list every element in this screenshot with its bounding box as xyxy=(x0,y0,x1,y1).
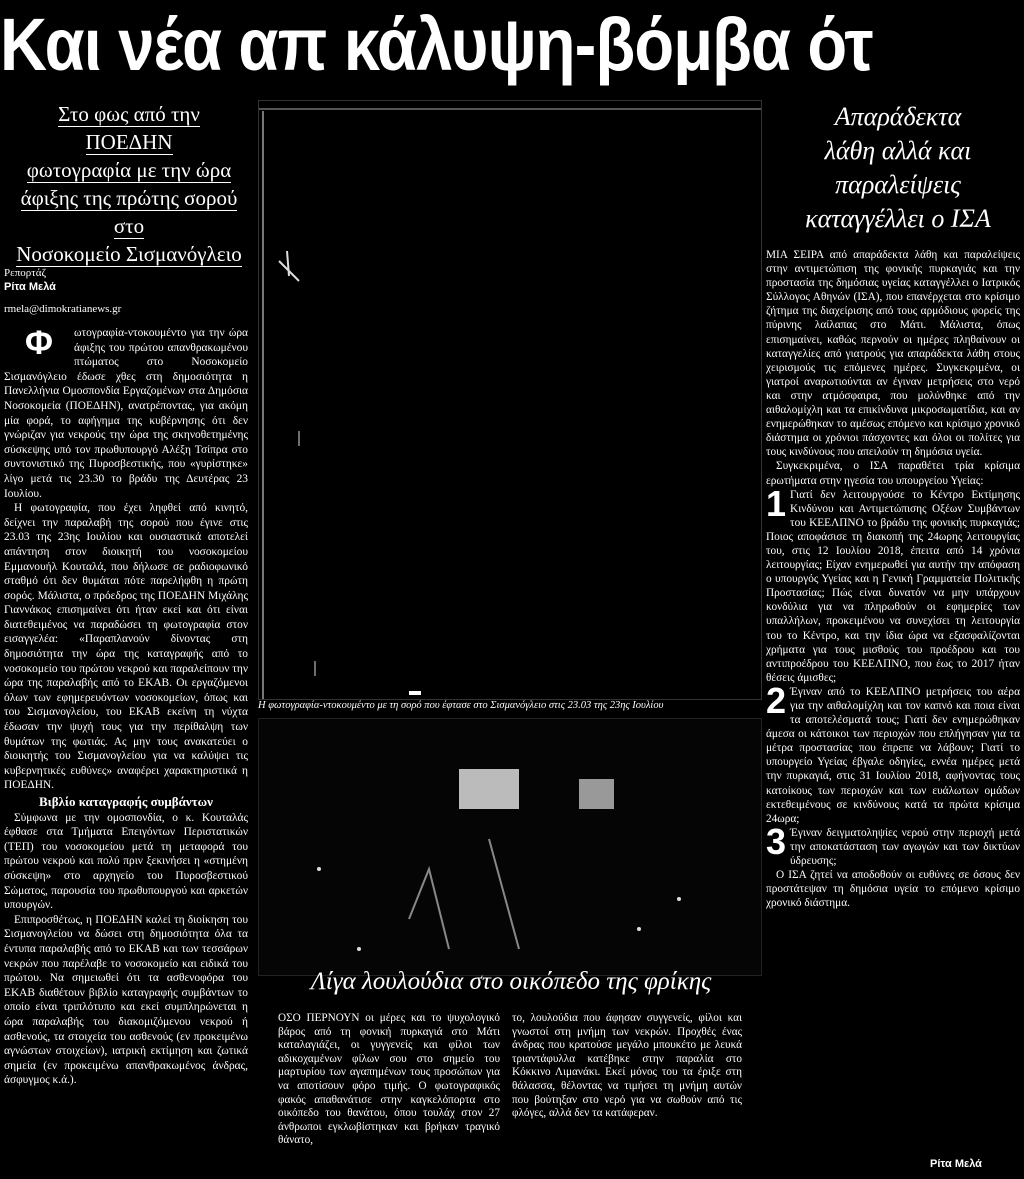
lede-line: άφιξης της πρώτης σορού στο xyxy=(20,186,238,238)
paragraph: ωτογραφία-ντοκουμέντο για την ώρα άφιξης του πρώτου απανθρακωμένου πτώματος στο Νοσοκομείο Σισμανόγλειο έδωσε χθες στη δημοσιότητα η Πανελλήνια Ομοσπονδία Εργαζομένων στα Δημόσια Νοσοκομεία (ΠΟΕΔΗΝ), ανατρέποντας, για ακόμη μία φορά, το αφήγημα της κυβέρνησης ότι δεν γνώριζαν για νεκρούς την ώρα της σκηνοθετημένης σύσκεψης υπό τον πρωθυπουργό Αλέξη Τσίπρα στο συντονιστικό της Πυροσβεστικής, που «γυρίστηκε» λίγο μετά τις 23.30 το βράδυ της Δευτέρας 23 Ιουλίου. xyxy=(4,327,248,500)
bottom-column-2: το, λουλούδια που άφησαν συγγενείς, φίλοι και γνωστοί στη μνήμη των νεκρών. Προχθές ένας άνδρας που κρατούσε μεγάλο μπουκέτο με λευκά τριαντάφυλλα κατέβηκε στην παραλία στο Κόκκινο Λιμανάκι. Εκεί μόνος του τα έριξε στη θάλασσα, θέλοντας να τιμήσει τη μνήμη αυτών που βούτηξαν στο νερό για να σωθούν από τις φλόγες, αλλά δεν τα κατάφεραν. xyxy=(512,1012,742,1120)
byline-label: Ρεπορτάζ xyxy=(4,267,47,279)
lede-line: Στο φως από την ΠΟΕΔΗΝ xyxy=(58,102,200,154)
sidebar-headline-line: καταγγέλλει ο ΙΣΑ xyxy=(805,204,991,233)
lede-line: Νοσοκομείο Σισμανόγλειο xyxy=(16,242,242,266)
paragraph: Ο ΙΣΑ ζητεί να αποδοθούν οι ευθύνες σε όσους δεν προστάτεψαν τη δημόσια υγεία το επόμενο κρίσιμο χρονικό διάστημα. xyxy=(766,869,1020,910)
question: Έγιναν δειγματοληψίες νερού στην περιοχή μετά την αποκατάσταση των αγωγών και των δικτύων ύδρευσης; xyxy=(790,826,1020,868)
paragraph: ΜΙΑ ΣΕΙΡΑ από απαράδεκτα λάθη και παραλείψεις στην αντιμετώπιση της φονικής πυρκαγιάς και την προστασία της δημόσιας υγείας καταγγέλλει ο Ιατρικός Σύλλογος Αθηνών (ΙΣΑ), που επανέρχεται στο κρίσιμο ζήτημα της διαχείρισης από τους αρμόδιους φορείς της πύρινης λαίλαπας στο Μάτι. Μάλιστα, όπως επισημαίνει, καθώς περνούν οι ημέρες πληθαίνουν οι καταγγελίες από γιατρούς για απαράδεκτα λάθη στους χειρισμούς τις επόμενες ημέρες. Συγκεκριμένα, οι γιατροί αναρωτιούνται αν έγιναν μετρήσεις στο νερό και στην ατμόσφαιρα, που μολύνθηκε από την αιθαλομίχλη και τα επικίνδυνα μικροσωματίδια, και αν ενημερώθηκαν το αμέσως επόμενο και κρίσιμο χρονικό διάστημα οι χρόνιοι πάσχοντες και όλοι οι πολίτες για τους κινδύνους που απειλούν τη δημόσια υγεία. xyxy=(766,249,1020,459)
lede xyxy=(16,100,242,268)
paragraph: Επιπροσθέτως, η ΠΟΕΔΗΝ καλεί τη διοίκηση του Σισμανογλείου να δώσει στη δημοσιότητα όλα τα έντυπα παραλαβής από το ΕΚΑΒ και των τεσσάρων νεκρών που παρέλαβε το νοσοκομείο και ειδικά του πρώτου. Να σημειωθεί ότι τα ασθενοφόρα του ΕΚΑΒ διαθέτουν βιβλίο καταγραφής συμβάντων το οποίο είναι τριπλότυπο και εκεί συμπληρώνεται η ώρα παραλαβής του διακομιζόμενου νεκρού ή ασθενούς, τα στοιχεία του ασθενούς (εν προκειμένω αγνώστων στοιχείων), ιατρική εκτίμηση και ζωτικά σημεία (εν προκειμένω απανθρακωμένος άνδρας, άσφυγμος κ.ά.). xyxy=(4,913,248,1087)
lede-line: φωτογραφία με την ώρα xyxy=(26,158,232,182)
sidebar-column xyxy=(766,248,1020,910)
photo-flowers-headline: Λίγα λουλούδια στο οικόπεδο της φρίκης xyxy=(310,968,712,995)
sidebar-headline-line: Απαράδεκτα xyxy=(834,102,962,131)
sidebar-signature: Ρίτα Μελά xyxy=(930,1158,982,1170)
sidebar-headline-line: λάθη αλλά και xyxy=(824,136,972,165)
headline: Και νέα απ κάλυψη-βόμβα ότ xyxy=(0,3,873,86)
question: Έγιναν από το ΚΕΕΛΠΝΟ μετρήσεις του αέρα για την αιθαλομίχλη και τον καπνό και ποια είναι τα αποτελέσματά τους; Γιατί δεν ενημερώθηκαν άμεσα οι κάτοικοι των περιοχών που επλήγησαν για τα μέτρα προστασίας που έπρεπε να λάβουν; Γιατί το υπουργείο Υγείας έβγαλε οδηγίες, εννέα ημέρες μετά την πυρκαγιά, στις 31 Ιουλίου 2018, αφήνοντας τους κατοίκους των περιοχών και των ευάλωτων ομάδων εκτεθειμένους σε κινδύνους κατά τα πρώτα κρίσιμα 24ωρα; xyxy=(766,685,1020,825)
left-column xyxy=(4,326,248,1088)
question: Γιατί δεν λειτουργούσε το Κέντρο Εκτίμησης Κινδύνου και Αντιμετώπισης Οξέων Συμβάντων του ΚΕΕΛΠΝΟ το βράδυ της φονικής πυρκαγιάς; Ποιος αποφάσισε τη διακοπή της 24ωρης λειτουργίας του, στις 12 Ιουλίου 2018, έπειτα από 14 χρόνια λειτουργίας; Είχαν ενημερωθεί για αυτήν την απόφαση ο υπουργός Υγείας και η Γενική Γραμματεία Πολιτικής Προστασίας; Πώς είναι δυνατόν να μην υπάρχουν κονδύλια για να πληρωθούν οι εφημερίες των υπαλλήλων, προκειμένου να συνεχίσει τη λειτουργία του το Κέντρο, και την ίδια ώρα να εξασφαλίζονται χρήματα για τους μισθούς του προέδρου και του αντιπροέδρου του ΚΕΕΛΠΝΟ, που έως το 2017 ήταν θέσεις άμισθες; xyxy=(766,488,1020,684)
question-number: 1 xyxy=(766,482,787,524)
photo-flowers xyxy=(258,718,762,976)
paragraph: Συγκεκριμένα, ο ΙΣΑ παραθέτει τρία κρίσιμα ερωτήματα στην ηγεσία του υπουργείου Υγείας: xyxy=(766,460,1020,487)
byline-author: Ρίτα Μελά xyxy=(4,281,56,293)
byline-email[interactable]: rmela@dimokratianews.gr xyxy=(4,303,122,315)
photo-main-caption: Η φωτογραφία-ντοκουμέντο με τη σορό που έφτασε στο Σισμανόγλειο στις 23.03 της 23ης Ιουλίου xyxy=(258,700,664,711)
dropcap: Φ xyxy=(25,324,53,362)
subhead: Βιβλίο καταγραφής συμβάντων xyxy=(39,794,213,809)
paragraph: Η φωτογραφία, που έχει ληφθεί από κινητό, δείχνει την παραλαβή της σορού που έγινε στις 23.03 της 23ης Ιουλίου και ουσιαστικά αποτελεί απάντηση στον διοικητή του νοσοκομείου Εμμανουήλ Κουταλά, που δήλωσε σε ραδιοφωνικό σταθμό ότι δεν θυμάται πότε παρελήφθη η πρώτη σορός. Μάλιστα, ο πρόεδρος της ΠΟΕΔΗΝ Μιχάλης Γιαννάκος επισημαίνει ότι ήταν εκεί και ότι είναι διατεθειμένος να παραδώσει τη φωτογραφία στον εισαγγελέα: «Παραπλανούν δίνοντας στη δημοσιότητα την ώρα της καταγραφής από το νοσοκομείο του πρώτου νεκρού και παραλείπουν την ώρα της παραλαβής από το ΕΚΑΒ. Οι εργαζόμενοι όλων των εφημερευόντων νοσοκομείων, όπως και του Σισμανογλείου, του ΕΚΑΒ εκείνη τη νύχτα έδωσαν την ψυχή τους για την περίθαλψη των θυμάτων της φωτιάς. Ας μην τους ανακατεύει ο διοικητής του Σισμανογλείου για να καλύψει τις κυβερνητικές ευθύνες» αναφέρει χαρακτηριστικά η ΠΟΕΔΗΝ. xyxy=(4,502,248,792)
question-number: 2 xyxy=(766,679,787,721)
photo-main xyxy=(258,100,762,700)
paragraph: Σύμφωνα με την ομοσπονδία, ο κ. Κουταλάς έφθασε στα Τμήματα Επειγόντων Περιστατικών (ΤΕΠ) του νοσοκομείου μετά τη μεταφορά του πρώτου νεκρού και πολύ πριν ξεκινήσει η «στημένη σύσκεψη» στο αρχηγείο του Πυροσβεστικού Σώματος, παρουσία του πρωθυπουργού και αρκετών υπουργών. xyxy=(4,811,248,912)
sidebar-headline xyxy=(772,100,1024,236)
question-number: 3 xyxy=(766,820,787,862)
photo-flowers-image xyxy=(259,719,761,975)
sidebar-headline-line: παραλείψεις xyxy=(835,170,961,199)
photo-main-image xyxy=(259,101,761,699)
bottom-column-1: ΟΣΟ ΠΕΡΝΟΥΝ οι μέρες και το ψυχολογικό βάρος από τη φονική πυρκαγιά στο Μάτι καταλαγιάζει, οι γυγγενείς και φίλοι των αδικοχαμένων φίλων σου στο σημείο του μαρτυρίου των αγαπημένων τους προσώπων για να αποτίσουν φόρο τιμής. Ο φωτογραφικός φακός απαθανάτισε στην καγκελόπορτα στο οικόπεδο του θανάτου, όπου τουλάχ στον 27 άνθρωποι εγκλωβίστηκαν και βρήκαν τραγικό θάνατο, xyxy=(278,1012,500,1147)
